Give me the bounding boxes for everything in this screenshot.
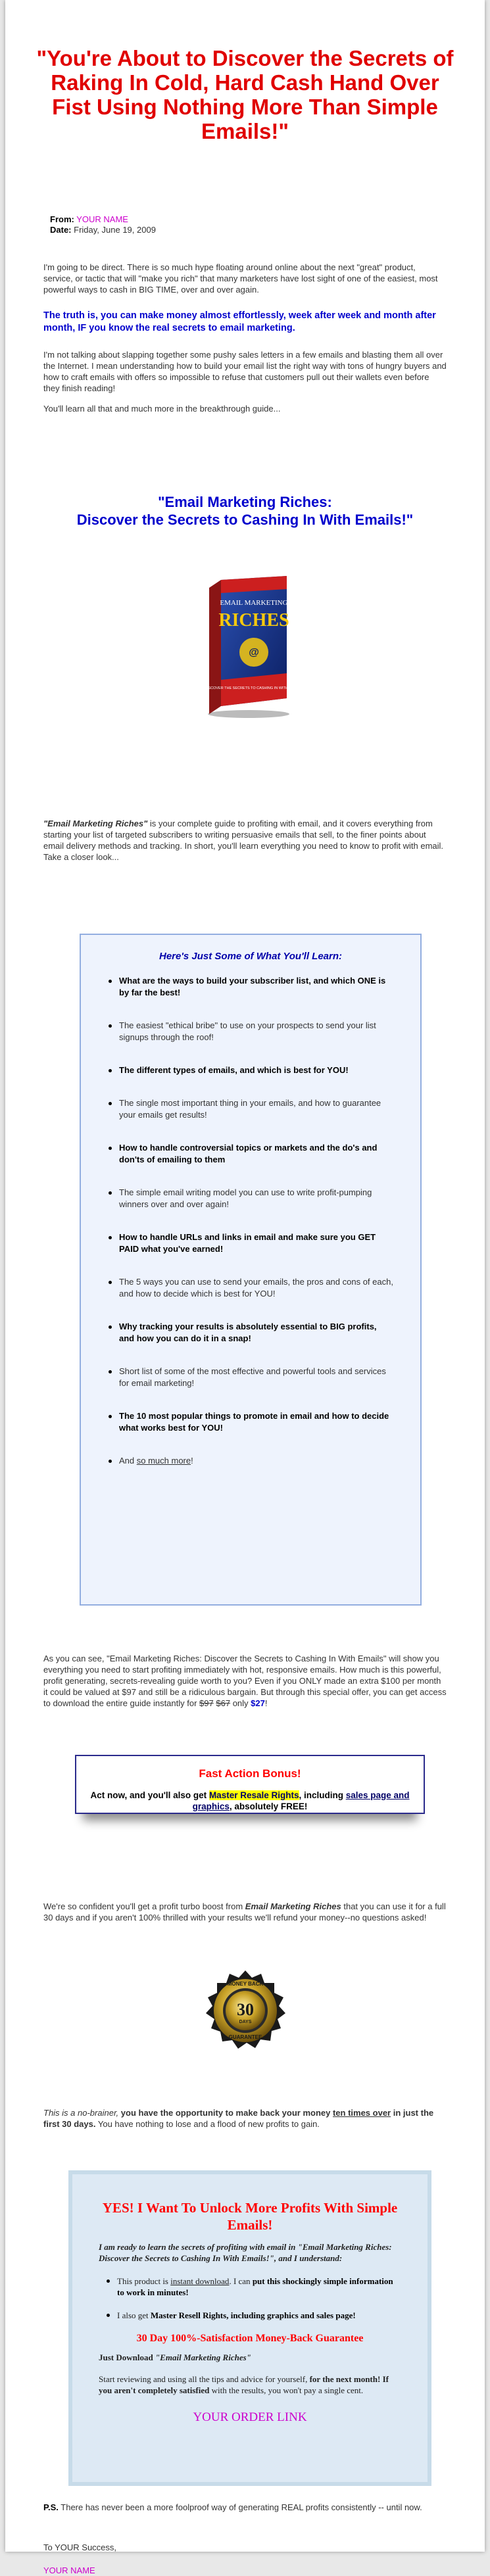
book-top-text: EMAIL MARKETING [219,599,288,607]
order-box-intro: I am ready to learn the secrets of profiting with email in "Email Marketing Riches: Discover the Secrets to Cashing In With Emails!", and I understand: [99,2242,392,2263]
fast-action-bonus-box [75,1755,425,1814]
sales-page [5,0,485,2575]
product-headline [43,493,447,529]
ten-times-over: ten times over [332,2108,391,2118]
ps-text: There has never been a more foolproof way of generating REAL profits consistently -- until now. [58,2502,422,2512]
money-back-seal-image [43,1969,447,2055]
learn-list [81,975,420,1467]
list-item [117,2276,401,2298]
ps-paragraph [43,2502,447,2513]
order-desc-3: with the results, you won't pay a single cent. [209,2385,364,2395]
guarantee-paragraph [43,1901,447,1923]
master-resell-rights: Master Resell Rights [150,2310,227,2320]
from-label: From: [50,214,74,224]
download-label: Just Download [99,2352,155,2362]
order-item1-c: put this shockingly simple information to work in minutes! [117,2276,393,2297]
list-item: The 10 most popular things to promote in email and how to decide what works best for YOU! [119,1410,394,1434]
date-label: Date: [50,225,72,235]
learn-all-paragraph: You'll learn all that and much more in the breakthrough guide... [43,404,281,414]
bonus-title: Fast Action Bonus! [199,1767,301,1780]
summary-paragraph [43,1653,447,1709]
nobrainer-text-4: You have nothing to lose and a flood of new profits to gain. [95,2119,320,2129]
bonus-text [76,1790,424,1812]
ps-label: P.S. [43,2502,59,2512]
nobrainer-text-1: This is a no-brainer, [43,2108,121,2118]
list-item: The simple email writing model you can use to write profit-pumping winners over and over again! [119,1187,394,1210]
order-item1-b: . I can [229,2276,253,2286]
product-headline-line2: Discover the Secrets to Cashing In With Emails!" [76,512,414,528]
ebook-cover-image [43,575,447,719]
order-item1-a: This product is [117,2276,171,2286]
list-item: The single most important thing in your emails, and how to guarantee your emails get results! [119,1097,394,1121]
no-brainer-paragraph [43,2107,447,2130]
current-price: $27 [251,1698,265,1708]
order-box [68,2170,431,2486]
last-item-prefix: And [119,1456,137,1466]
summary-end: ! [264,1698,268,1708]
order-desc-1: Start reviewing and using all the tips and advice for yourself, [99,2374,310,2384]
list-item: The easiest "ethical bribe" to use on your prospects to send your list signups through the roof! [119,1020,394,1043]
product-intro [43,818,447,863]
bonus-text-3: , absolutely FREE! [229,1801,308,1811]
order-description [99,2373,401,2396]
download-product-name: "Email Marketing Riches" [155,2352,251,2362]
product-intro-name: "Email Marketing Riches" [43,819,148,828]
bonus-text-1: Act now, and you'll also get [90,1790,209,1800]
sales-page-graphics-link[interactable]: sales page and graphics [192,1790,410,1811]
seal-top-text: MONEY BACK [227,1981,263,1987]
guarantee-text-1: We're so confident you'll get a profit turbo boost from [43,1901,245,1911]
letter-meta [50,214,447,235]
learn-box-title: Here's Just Some of What You'll Learn: [159,951,343,962]
old-price-1: $97 [199,1698,214,1708]
signature-name: YOUR NAME [43,2565,95,2575]
last-item-suffix: ! [191,1456,193,1466]
book-title: RICHES [218,610,289,631]
intro-paragraph: I'm going to be direct. There is so much hype floating around online about the next "great" product, service, or tactic that will "make you rich" that many marketers have lost sight of one of the easiest, most powerful ways to cash in BIG TIME, over and over again. [43,262,438,295]
book-spine [209,580,221,714]
seal-number: 30 [236,2000,254,2019]
order-item2-c: , including graphics and sales page! [226,2310,356,2320]
nobrainer-text-3: in just the first 30 days. [43,2108,434,2129]
from-value: YOUR NAME [76,214,128,224]
list-item [117,2310,401,2321]
list-item: The different types of emails, and which is best for YOU! [119,1064,394,1076]
order-desc-2: for the next month! If you aren't completely satisfied [99,2374,389,2395]
list-item: What are the ways to build your subscriber list, and which ONE is by far the best! [119,975,394,999]
order-link[interactable]: YOUR ORDER LINK [193,2410,307,2424]
order-box-title: YES! I Want To Unlock More Profits With Simple Emails! [102,2200,398,2233]
list-item: Why tracking your results is absolutely essential to BIG profits, and how you can do it in a snap! [119,1321,394,1345]
header [5,0,485,143]
list-item: The 5 ways you can use to send your emails, the pros and cons of each, and how to decide which is best for YOU! [119,1277,393,1299]
book-tagline: DISCOVER THE SECRETS TO CASHING IN WITH EMAILS! [204,686,295,690]
summary-only: only [230,1698,251,1708]
main-content [5,214,485,2576]
product-headline-line1: "Email Marketing Riches: [158,494,332,510]
main-headline: "You're About to Discover the Secrets of Raking In Cold, Hard Cash Hand Over Fist Using Nothing More Than Simple Emails!" [36,46,454,143]
guarantee-product: Email Marketing Riches [245,1901,341,1911]
order-guarantee: 30 Day 100%-Satisfaction Money-Back Guarantee [136,2333,364,2344]
svg-text:@: @ [248,647,259,658]
summary-text: As you can see, "Email Marketing Riches: Discover the Secrets to Cashing In With Emails" will show you everything you need to start profiting immediately with hot, responsive emails. How much is this powerful, profit generating, secrets-revealing guide worth to you? Even if you ONLY made an extra $100 per month it could be valued at $97 and still be a ridiculous bargain. But through this special offer, you can get access to download the entire guide instantly for [43,1654,447,1708]
order-list [99,2276,401,2321]
master-resale-rights-highlight: Master Resale Rights [208,1790,299,1800]
list-item: Short list of some of the most effective and powerful tools and services for email marketing! [119,1366,394,1389]
list-item: How to handle URLs and links in email and make sure you GET PAID what you've earned! [119,1231,394,1255]
bonus-text-2: , including [299,1790,346,1800]
order-item2-a: I also get [117,2310,151,2320]
nobrainer-text-2: you have the opportunity to make back your money [120,2108,333,2118]
guarantee-seal-icon [203,1969,288,2055]
seal-days: DAYS [239,2020,251,2024]
list-item-last [119,1455,394,1467]
ebook-cover-svg [196,575,295,719]
guarantee-text-2: that you can use it for a full 30 days and if you aren't 100% thrilled with your results we'll refund your money--no questions asked! [43,1901,446,1922]
date-value: Friday, June 19, 2009 [74,225,156,235]
signoff: To YOUR Success, [43,2542,117,2552]
product-intro-text: is your complete guide to profiting with email, and it covers everything from starting your list of targeted subscribers to writing persuasive emails that sell, to the finer points about email delivery methods and tracking. In short, you'll learn everything you need to know to profit with email. Take a closer look... [43,819,444,862]
not-talking-paragraph: I'm not talking about slapping together some pushy sales letters in a few emails and blasting them all over the Internet. I mean understanding how to build your email list the right way with tons of hungry buyers and how to craft emails with offers so impossible to refuse that customers pull out their wallets even before they finish reading! [43,350,447,393]
order-download [99,2352,401,2363]
truth-paragraph: The truth is, you can make money almost effortlessly, week after week and month after month, IF you know the real secrets to email marketing. [43,310,436,333]
seal-bottom-text: GUARANTEE [228,2034,262,2040]
what-you-learn-box [80,934,422,1606]
instant-download-link[interactable]: instant download [170,2276,230,2286]
list-item: How to handle controversial topics or markets and the do's and don'ts of emailing to them [119,1142,394,1166]
so-much-more-link[interactable]: so much more [136,1456,191,1466]
old-price-2: $67 [216,1698,231,1708]
